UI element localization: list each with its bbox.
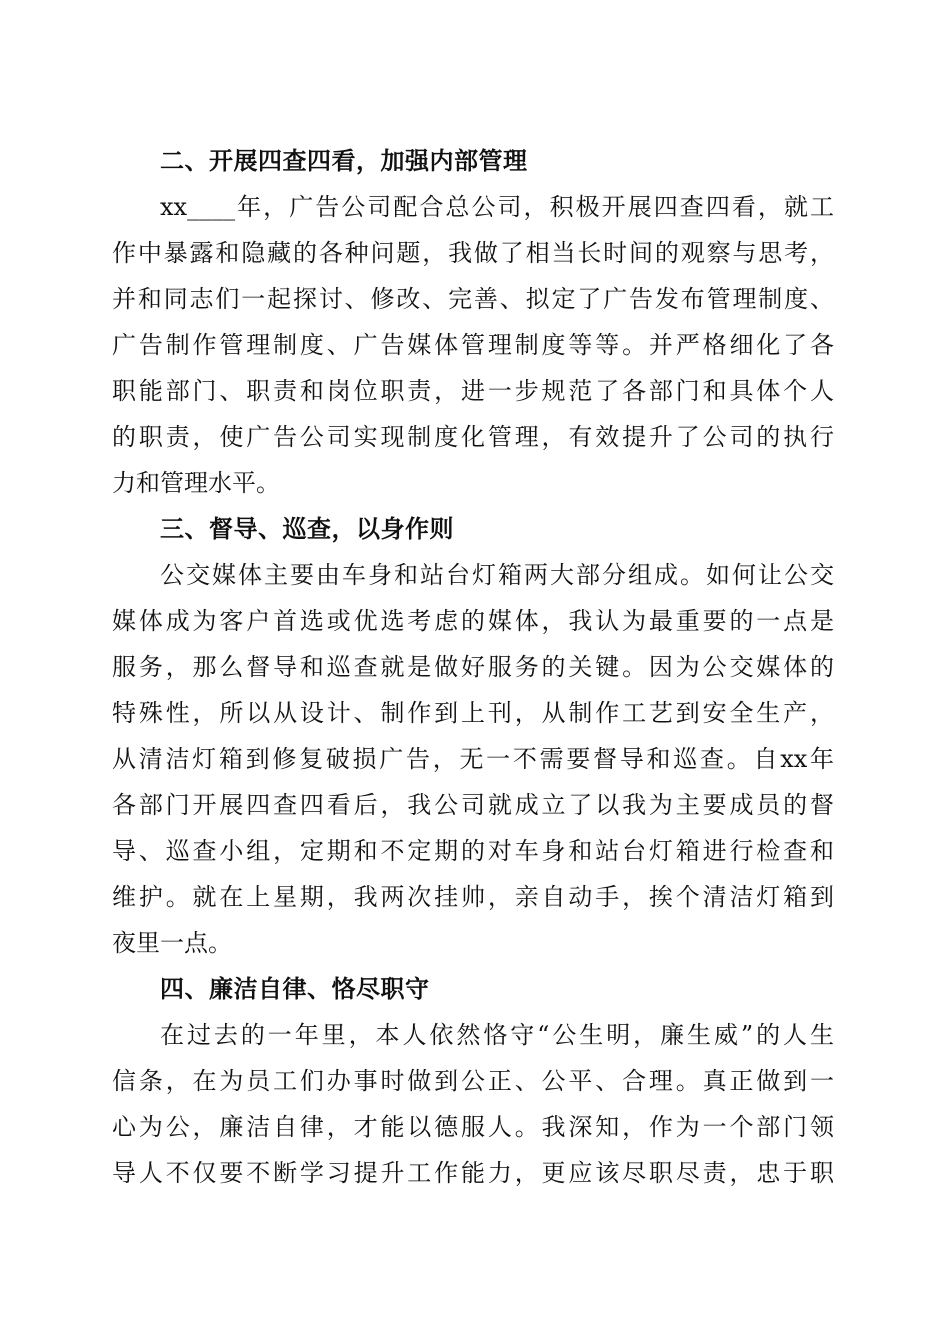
section-heading-2: 二、开展四查四看，加强内部管理	[160, 147, 528, 175]
paragraph-line: 心为公，廉洁自律，才能以德服人。我深知，作为一个部门领	[112, 1113, 834, 1141]
paragraph-line: 导人不仅要不断学习提升工作能力，更应该尽职尽责，忠于职	[112, 1159, 834, 1187]
paragraph-line: 导、巡查小组，定期和不定期的对车身和站台灯箱进行检查和	[112, 837, 834, 865]
paragraph-line: 在过去的一年里，本人依然恪守“公生明，廉生威”的人生	[160, 1021, 834, 1049]
section-heading-3: 三、督导、巡查，以身作则	[160, 515, 454, 543]
paragraph-line: xx____年，广告公司配合总公司，积极开展四查四看，就工	[160, 193, 834, 221]
paragraph-line: 特殊性，所以从设计、制作到上刊，从制作工艺到安全生产，	[112, 699, 834, 727]
paragraph-line: 力和管理水平。	[112, 469, 280, 497]
paragraph-line: 并和同志们一起探讨、修改、完善、拟定了广告发布管理制度、	[112, 285, 834, 313]
paragraph-line: 信条，在为员工们办事时做到公正、公平、合理。真正做到一	[112, 1067, 834, 1095]
paragraph-line: 广告制作管理制度、广告媒体管理制度等等。并严格细化了各	[112, 331, 834, 359]
section-heading-4: 四、廉洁自律、恪尽职守	[160, 975, 430, 1003]
paragraph-line: 媒体成为客户首选或优选考虑的媒体，我认为最重要的一点是	[112, 607, 834, 635]
paragraph-line: 各部门开展四查四看后，我公司就成立了以我为主要成员的督	[112, 791, 834, 819]
paragraph-line: 夜里一点。	[112, 929, 232, 957]
paragraph-line: 公交媒体主要由车身和站台灯箱两大部分组成。如何让公交	[160, 561, 834, 589]
paragraph-line: 职能部门、职责和岗位职责，进一步规范了各部门和具体个人	[112, 377, 834, 405]
paragraph-line: 从清洁灯箱到修复破损广告，无一不需要督导和巡查。自xx年	[112, 745, 834, 773]
paragraph-line: 服务，那么督导和巡查就是做好服务的关键。因为公交媒体的	[112, 653, 834, 681]
document-body	[112, 138, 834, 1196]
paragraph-line: 维护。就在上星期，我两次挂帅，亲自动手，挨个清洁灯箱到	[112, 883, 834, 911]
section-2-paragraph	[112, 184, 834, 506]
paragraph-line: 作中暴露和隐藏的各种问题，我做了相当长时间的观察与思考，	[112, 239, 834, 267]
paragraph-line: 的职责，使广告公司实现制度化管理，有效提升了公司的执行	[112, 423, 834, 451]
section-4-paragraph	[112, 1012, 834, 1196]
section-3-paragraph	[112, 552, 834, 966]
